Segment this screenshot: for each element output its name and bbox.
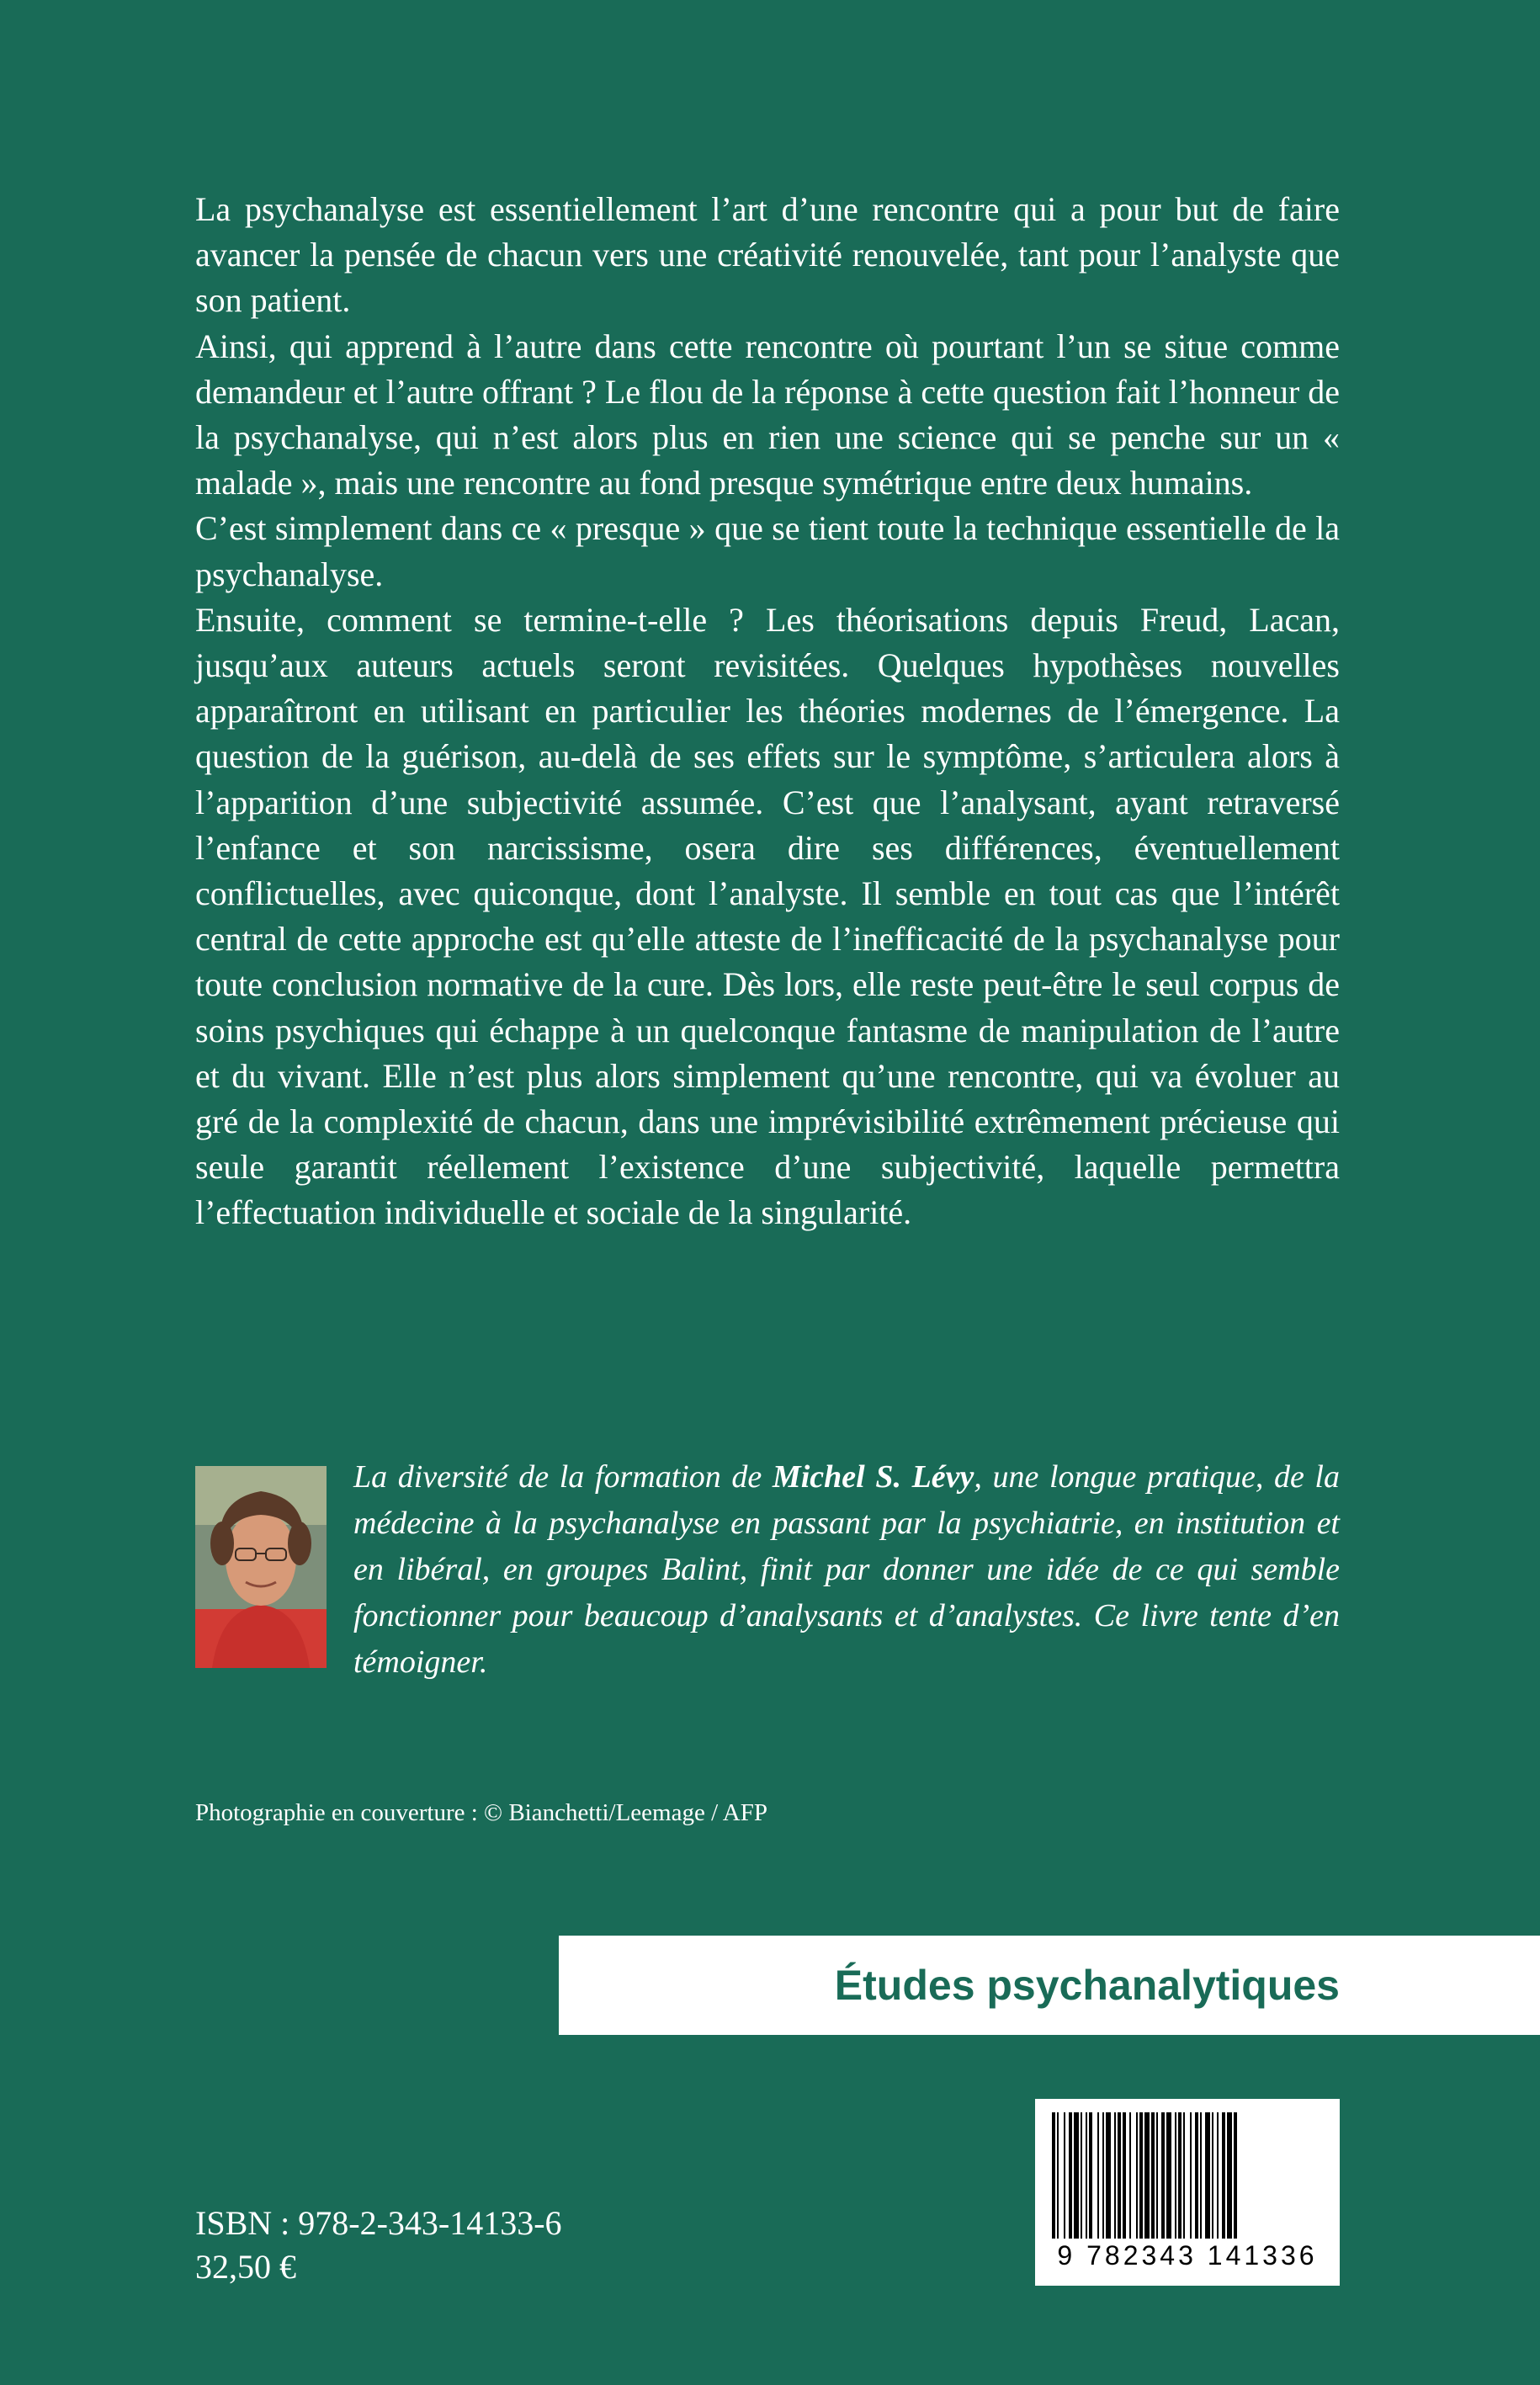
barcode-bar xyxy=(1183,2112,1185,2239)
author-photo xyxy=(195,1466,327,1668)
barcode-bar xyxy=(1106,2112,1111,2239)
barcode-bar xyxy=(1234,2112,1237,2239)
barcode-bar xyxy=(1069,2112,1072,2239)
back-cover-blurb xyxy=(195,187,1340,1236)
series-title: Études psychanalytiques xyxy=(834,1962,1340,2009)
barcode-bar xyxy=(1102,2112,1104,2239)
series-band xyxy=(559,1936,1540,2035)
barcode-digits: 9 782343 141336 xyxy=(1057,2240,1318,2271)
author-name: Michel S. Lévy xyxy=(772,1459,974,1495)
author-bio-intro: La diversité de la formation de xyxy=(353,1459,773,1495)
blurb-paragraph-4: Ensuite, comment se termine-t-elle ? Les théorisations depuis Freud, Lacan, jusqu’aux auteurs actuels seront revisitées. Quelques hypothèses nouvelles apparaîtront en utilisant en particulier les théories modernes de l’émergence. La question de la guérison, au-delà de ses effets sur le symptôme, s’articulera alors à l’apparition d’une subjectivité assumée. C’est que l’analysant, ayant retraversé l’enfance et son narcissisme, osera dire ses différences, éventuellement conflictuelles, avec quiconque, dont l’analyste. Il semble en tout cas que l’intérêt central de cette approche est qu’elle atteste de l’inefficacité de la psychanalyse pour toute conclusion normative de la cure. Dès lors, elle reste peut-être le seul corpus de soins psychiques qui échappe à un quelconque fantasme de manipulation de l’autre et du vivant. Elle n’est plus alors simplement qu’une rencontre, qui va évoluer au gré de la complexité de chacun, dans une imprévisibilité extrêmement précieuse qui seule garantit réellement l’existence d’une subjectivité, laquelle permettra l’effectuation individuelle et sociale de la singularité. xyxy=(195,600,1340,1232)
author-bio-rest: , une longue pratique, de la médecine à la psychanalyse en passant par la psychiatrie, en institution et en libéral, en groupes Balint, finit par donner une idée de ce qui semble fonctionner pour beaucoup d’analysants et d’analystes. Ce livre tente d’en témoigner. xyxy=(353,1459,1340,1680)
barcode-bars xyxy=(1035,2099,1340,2242)
blurb-paragraph-2: Ainsi, qui apprend à l’autre dans cette rencontre où pourtant l’un se situe comme demandeur et l’autre offrant ? Le flou de la réponse à cette question fait l’honneur de la psychanalyse, qui n’est alors plus en rien une science qui se penche sur un « malade », mais une rencontre au fond presque symétrique entre deux humains. xyxy=(195,327,1340,502)
barcode-bar xyxy=(1156,2112,1158,2239)
barcode-bar xyxy=(1151,2112,1155,2239)
barcode-bar xyxy=(1118,2112,1121,2239)
price: 32,50 € xyxy=(195,2248,296,2286)
barcode-bar xyxy=(1212,2112,1213,2239)
barcode-bar xyxy=(1175,2112,1176,2239)
isbn: ISBN : 978-2-343-14133-6 xyxy=(195,2204,562,2242)
barcode-bar xyxy=(1081,2112,1082,2239)
barcode-bar xyxy=(1200,2112,1202,2239)
barcode-bar xyxy=(1136,2112,1138,2239)
barcode xyxy=(1035,2099,1340,2286)
barcode-bar xyxy=(1144,2112,1150,2239)
barcode-bar xyxy=(1190,2112,1192,2239)
barcode-bar xyxy=(1205,2112,1210,2239)
barcode-bar xyxy=(1222,2112,1225,2239)
author-bio xyxy=(353,1454,1340,1686)
barcode-bar xyxy=(1074,2112,1079,2239)
barcode-bar xyxy=(1217,2112,1219,2239)
barcode-bar xyxy=(1178,2112,1182,2239)
photo-credit: Photographie en couverture : © Bianchetti/Leemage / AFP xyxy=(195,1799,767,1826)
blurb-paragraph-3: C’est simplement dans ce « presque » que se tient toute la technique essentielle de la psychanalyse. xyxy=(195,509,1340,593)
author-section xyxy=(195,1459,1340,1680)
barcode-bar xyxy=(1161,2112,1165,2239)
barcode-bar xyxy=(1057,2112,1059,2239)
barcode-bar xyxy=(1064,2112,1065,2239)
blurb-paragraph-1: La psychanalyse est essentiellement l’art d’une rencontre qui a pour but de faire avancer la pensée de chacun vers une créativité renouvelée, tant pour l’analyste que son patient. xyxy=(195,190,1340,320)
author-portrait-image xyxy=(195,1466,327,1668)
barcode-bar xyxy=(1114,2112,1116,2239)
barcode-bar xyxy=(1129,2112,1131,2239)
barcode-bar xyxy=(1097,2112,1099,2239)
barcode-bar xyxy=(1227,2112,1232,2239)
barcode-bar xyxy=(1166,2112,1171,2239)
barcode-bar xyxy=(1139,2112,1143,2239)
barcode-bar xyxy=(1123,2112,1126,2239)
barcode-bar xyxy=(1195,2112,1198,2239)
barcode-bar xyxy=(1052,2112,1055,2239)
barcode-bar xyxy=(1086,2112,1087,2239)
barcode-bar xyxy=(1089,2112,1092,2239)
